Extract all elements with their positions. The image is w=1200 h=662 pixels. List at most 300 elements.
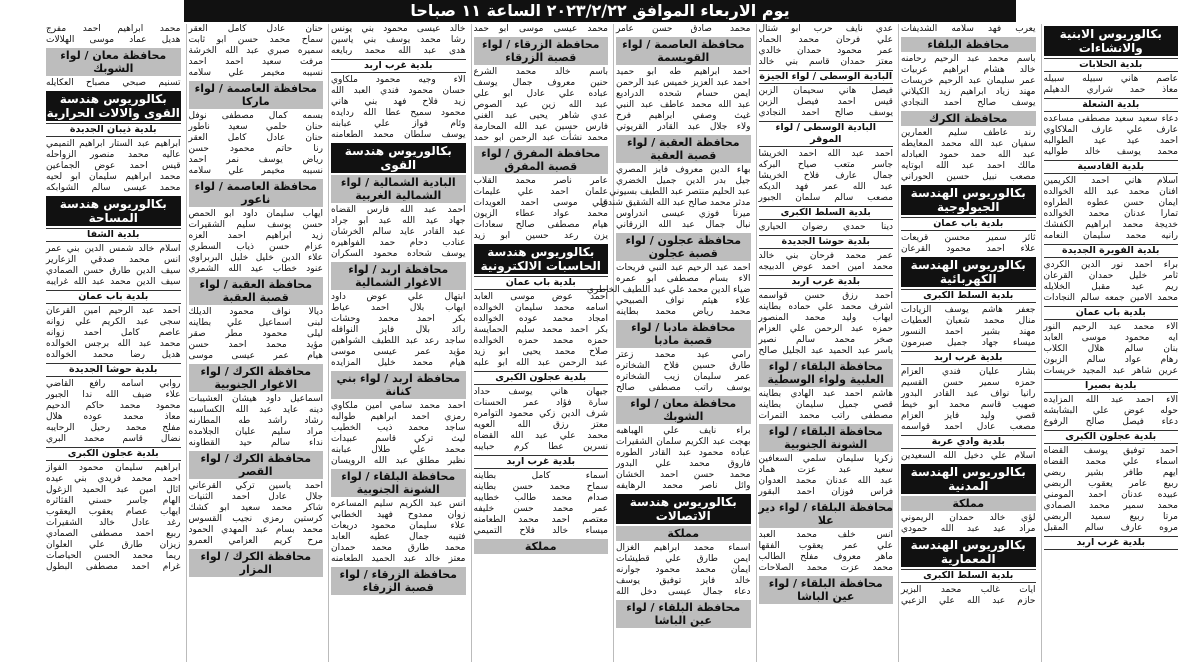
name-row: قصي وليد فايز العزام [901, 411, 1036, 421]
name-row: ثامر خليل حمدان القرعان [1043, 271, 1178, 281]
name-row: حمزه عبد الرحمن علي العزام [758, 324, 893, 334]
name-row: ماهر معروف مفلح الطالب [758, 552, 893, 562]
name-row: غيث وصفي ابراهيم فرح [616, 111, 751, 121]
name-row: هيام مصطفى صالح سعادات [473, 220, 608, 230]
name-row: سعيد عبد عزت هماد [758, 465, 893, 475]
name-row: مصعب عادل احمد قواسمه [901, 422, 1036, 432]
name-row: معتز خالد عبد الحميد الطعامنه [331, 554, 466, 564]
name-row: براء نايف علي الهباهبه [616, 426, 751, 436]
name-row: حنين معروف جمال يوسف [473, 78, 608, 88]
governorate-heading: محافظة البلقاء / لواء الشونة الجنوبية [759, 424, 894, 452]
name-row: حسن يوسف سليم الشقيرات [188, 220, 323, 230]
specialty-heading: بكالوريوس الابنية والانشاءات [1044, 26, 1179, 56]
name-row: عنود خطاب عيد الله الشمري [188, 264, 323, 274]
name-row: ربيع عامر يعقوب الربضي [1043, 479, 1178, 489]
name-row: عمر سليمان زيب الشخاتره [616, 372, 751, 382]
name-row: دينه عايد عبد الله الكساسبه [188, 405, 323, 415]
municipality-heading: بلدية باب عمان [901, 217, 1036, 231]
name-row: احمد عوض موسى العابد [473, 292, 608, 302]
name-row: رانيه محمد سليمان النعامه [1043, 231, 1178, 241]
specialty-heading: بكالوريوس هندسة الاتصالات [616, 494, 751, 524]
name-row: علاء سليمان محمود دريعات [331, 521, 466, 531]
name-row: هديل عماد موسى الهلالات [46, 35, 181, 45]
governorate-heading: محافظة البلقاء / لواء عين الباشا [616, 600, 751, 628]
name-row: ساجد محمد ذيب الخطيب [331, 423, 466, 433]
name-row: عبد الرحمن عبد الله ابو علبه [473, 358, 608, 368]
name-row: ايه محمود موسى العابد [1043, 333, 1178, 343]
name-row: عاصم هاني سبيله سبيله [1043, 74, 1178, 84]
municipality-heading: بلدية باب عمان [474, 276, 609, 290]
name-row: مؤيد عمر عيسى موسى [331, 347, 466, 357]
name-row: الاء بسام مصطفى ابو عمره [616, 274, 751, 284]
name-row: ايمن حسام شحده الدراديع [616, 89, 751, 99]
name-row: خالد هشام ابراهيم عربيات [901, 65, 1036, 75]
name-row: زوان ممدوح فهيد الخطابي [331, 510, 466, 520]
name-row: اسلام هاني احمد الكريمين [1043, 176, 1178, 186]
name-row: احمد عبد الرحيم عبد النبي فريحات [616, 263, 751, 273]
name-row: وائل ناصر محمد الرهايفه [616, 481, 751, 491]
name-row: رنا حاتم محمود حسن [188, 144, 323, 154]
name-row: حوله عوض علي البشابشه [1043, 406, 1178, 416]
name-row: احمد ابراهيم طه ابو حميد [616, 67, 751, 77]
name-row: عبد الله محمد عاطف عبد النبي [616, 100, 751, 110]
name-row: براء احمد نور الدين الكردي [1043, 260, 1178, 270]
governorate-heading: محافظة اربد / لواء الاغوار الشمالية [331, 262, 466, 290]
name-row: معتصم احمد محمد الطعامنه [473, 515, 608, 525]
name-row: عبد القادر عايد سالم الخرشان [331, 227, 466, 237]
specialty-heading: بكالوريوس هندسة القوى [331, 143, 466, 173]
name-row: اثال امين عبد الحميد الزغول [46, 485, 181, 495]
name-row: حنان عادل كامل العقر [188, 24, 323, 34]
name-row: رمزي احمد ابراهيم طوالبه [331, 412, 466, 422]
name-row: جهاد عيد الله عبد ابو جراد [331, 216, 466, 226]
name-row: خالد فايز توفيق يوسف [616, 576, 751, 586]
name-row: قيس احمد عوض الجماعين [46, 161, 181, 171]
name-row: احمد عبد الله احمد الخريشا [758, 149, 893, 159]
name-row: الاء احمد عبد الله المزايده [1043, 395, 1178, 405]
name-row: رشا محمد يوسف بني ياسين [331, 35, 466, 45]
name-row: صخر محمد سالم نصير [758, 335, 893, 345]
municipality-heading: بلدية ذيبان الجديدة [46, 123, 181, 137]
name-row: فراس فوزان احمد البقور [758, 487, 893, 497]
name-row: بهجت عبد الكريم سلمان الشقيرات [616, 437, 751, 447]
name-row: لؤي خالد حمدان الريموني [901, 513, 1036, 523]
name-row: اسلام علي دخيل الله السعيدين [901, 451, 1036, 461]
name-row: حنان حلمي سعيد ناطور [188, 122, 323, 132]
name-row: بسمه كمال مصطفى نوفل [188, 111, 323, 121]
governorate-heading: محافظة الكرك / لواء المزار [189, 549, 324, 577]
name-row: مصعب سالم سلمان الجبور [758, 193, 893, 203]
governorate-heading: محافظة معان / لواء الشوبك [616, 396, 751, 424]
governorate-heading: محافظة البلقاء / لواء دير علا [758, 501, 893, 527]
name-row: سيف الدين طارق حسن الصمادي [46, 266, 181, 276]
name-row: رهام عواد سالم الزبون [1043, 355, 1178, 365]
name-row: يوسف صالح احمد النجادي [758, 108, 893, 118]
name-row: عاليه محمد منصور الزواحله [46, 150, 181, 160]
name-row: ايمان حسن عطوه الطراوه [1043, 198, 1178, 208]
name-row: علي موسى احمد العويدات [473, 198, 608, 208]
name-row: كرستين رمزي نجيب القسوس [188, 514, 323, 524]
name-row: احمد رزق حسن قواسمه [758, 291, 893, 301]
name-row: الاء وجيه محمود ملكاوي [331, 75, 466, 85]
name-row: رغد عادل خالد الشقيرات [46, 518, 181, 528]
name-row: محمد رياض محمد بطاينه [616, 307, 751, 317]
name-row: ايهاب عصام يعقوب اليعقوب [46, 507, 181, 517]
municipality-heading: بلدية حوشا الجديدة [46, 363, 181, 377]
name-row: علاء احمد محمود القرعان [901, 244, 1036, 254]
name-row: خالد عيسى محمود بني يونس [331, 24, 466, 34]
name-row: شرف الدين زكي محمود التوامره [473, 409, 608, 419]
name-row: محمد حسن احمد الخشان [616, 470, 751, 480]
name-row: ميرنا فوزي عيسى اندراوس [616, 209, 751, 219]
municipality-heading: بلدية باب عمان [1044, 306, 1179, 320]
name-row: عبد الله زين عيد الصوص [473, 100, 608, 110]
name-row: عمر محمد حسن خليفه [473, 504, 608, 514]
specialty-heading: بكالوريوس الهندسة الكهربائية [901, 257, 1036, 287]
name-row: عزام حسن ذياب السطري [188, 242, 323, 252]
name-row: ايهم طافر بشير ربضي [1043, 468, 1178, 478]
name-row: علي فرحان محمد الحماد [758, 35, 893, 45]
name-row: سماح محمد حسن بطاينه [473, 482, 608, 492]
name-row: حمزه محمد حمزه الخوالده [473, 336, 608, 346]
name-row: اسماء محمد ابراهيم الغزال [616, 543, 751, 553]
name-row: حنان عادل كامل العقر [188, 133, 323, 143]
name-row: تمارا عدنان محمد الخوالده [1043, 209, 1178, 219]
name-row: انس خلف محمد العبد [758, 530, 893, 540]
name-row: زيد ابراهيم احمد العزه [188, 231, 323, 241]
name-row: محمد ابراهيم احمد مفرج [46, 24, 181, 34]
name-row: سارة فؤاد عمر الحسنات [473, 398, 608, 408]
name-row: مصطفى راتب محمد التمرات [758, 411, 893, 421]
municipality-heading: بلدية وادي عربة [901, 435, 1036, 449]
name-row: رائد بلال فايز النوافله [331, 325, 466, 335]
name-row: ليث تركي قاسم عبيدات [331, 434, 466, 444]
columns-grid [44, 24, 1180, 662]
name-row: ربيع احمد مصطفى الصمادي [46, 529, 181, 539]
municipality-heading: بلدية غرب اربد [901, 351, 1036, 365]
name-row: عبد الله حمد حمود العبادله [901, 150, 1036, 160]
municipality-heading: بلدية القادسية [1044, 160, 1179, 174]
name-row: مفلح محمد رحيل الرحايبه [46, 423, 181, 433]
municipality-heading: البادية الوسطى / لواء الجيزة [759, 71, 893, 82]
name-row: افنان محمد عبد الله الخوالده [1043, 187, 1178, 197]
name-row: قيس احمد فيصل الزبن [758, 97, 893, 107]
name-row: سجى عبد الكريم علي زوانه [46, 317, 181, 327]
name-row: باسم محمد عبد الرحيم رحامنه [901, 54, 1036, 64]
name-row: فاروق محمد علي البدور [616, 459, 751, 469]
name-row: معاذ حمد شراري الدهيلم [1043, 85, 1178, 95]
name-row: غرام احمد مصطفى البطول [46, 562, 181, 572]
name-row: مالك احمد عبد الله ابوتايه [901, 161, 1036, 171]
name-row: ابراهيم عبد الستار ابراهيم التميمي [46, 139, 181, 149]
name-row: جيل بدر الدين جميل الخضري [616, 176, 751, 186]
name-row: صهيب قاسم محمد ابو خيط [901, 400, 1036, 410]
name-row: اشرف محمد علي حماده بطاينه [758, 302, 893, 312]
municipality-heading: بلدية السلط الكبرى [759, 206, 894, 220]
name-row: جيهان هاني يوسف حداد [473, 387, 608, 397]
name-row: اسماء علي محمد القضاه [1043, 457, 1178, 467]
municipality-heading: بلدية غرب اربد [331, 59, 466, 73]
governorate-heading: محافظة الكرك / لواء الاغوار الجنوبية [189, 364, 324, 392]
name-row: قصي جميل سليمان بطاينه [758, 400, 893, 410]
name-row: احمد محمد سامي امين ملكاوي [331, 401, 466, 411]
municipality-heading: بلدية السلط الكبرى [901, 289, 1036, 303]
name-row: حازم عبد الله علي الزعبي [901, 596, 1036, 606]
name-row: احمد محمد فريدي بني عيده [46, 474, 181, 484]
name-row: بكر احمد محمد وحشات [331, 314, 466, 324]
name-row: علاء ضيف الله ندا الجبور [46, 390, 181, 400]
name-row: سيف الدين محمد عبد الله غرايبه [46, 277, 181, 287]
name-row: يوسف راتب مصطفى صالح [616, 383, 751, 393]
name-row: صلاح محمد يحيى ابو زيد [473, 347, 608, 357]
municipality-heading: بلدية غرب اربد [759, 275, 894, 289]
specialty-heading: بكالوريوس الهندسة الجيولوجية [901, 185, 1036, 215]
name-row: انس محمد صدقي الزعارير [46, 255, 181, 265]
name-row: زيزان طارق علي العلوان [46, 540, 181, 550]
name-row: محمد طارق محمد حمدان [331, 543, 466, 553]
name-row: علاء الدين خليل خليل البربراوي [188, 253, 323, 263]
name-row: محمد نشأت عبد الرحمن ابو حمد [473, 133, 608, 143]
name-row: عبد الحليم منتصر عبد اللطيف بسيوني [609, 187, 751, 197]
name-row: ريم عيد مقبل الخلايله [1043, 282, 1178, 292]
name-row: محمد سمير محمد الصمادي [1043, 501, 1178, 511]
name-row: ايهاب سليمان داود ابو الحمص [188, 209, 323, 219]
name-row: حمزه سمير حسن القسيم [901, 378, 1036, 388]
name-row: احمد ياسين تركي القرعاني [188, 481, 323, 491]
name-row: بهاء الدين معروف فايز المصري [616, 165, 751, 175]
name-row: محمود سميح عطا الله ردايده [331, 108, 466, 118]
name-row: احمد عبد العزيز خميس عبد الرحمن [616, 78, 751, 88]
name-row: يزن رعد حسين ابو زيد [473, 231, 608, 241]
name-row: هيام محمد خليل المزايده [331, 358, 466, 368]
name-row: معتز حمدان قاسم بني خالد [758, 57, 893, 67]
name-row: خديجة محمد ابراهيم الكفشك [1043, 220, 1178, 230]
name-row: ابراهيم سليمان محمود الفواز [46, 463, 181, 473]
date-banner: يوم الاربعاء الموافق ٢٠٢٣/٢/٢٢ الساعة ١١ صباحا [184, 0, 1016, 22]
name-row: دعاء جمال عيسى دخل الله [616, 587, 751, 597]
name-row: نسيبه مخيمر علي سلامه [188, 166, 323, 176]
governorate-heading: محافظة البلقاء / لواء الشونة الجنوبية [331, 469, 466, 497]
name-row: يعرب فهد سلامه الشديفات [901, 24, 1036, 34]
name-row: عدي شاهر يحيى عبد الغني [473, 111, 608, 121]
name-row: عاصم كامل احمد زوانه [46, 328, 181, 338]
name-row: يوسف صالح احمد النجادي [901, 98, 1036, 108]
name-row: محمد صادق حسن عامر [616, 24, 751, 34]
governorate-heading: محافظة البلقاء / لواء عين الباشا [759, 576, 894, 604]
column-5 [471, 24, 611, 662]
name-row: هديل رضا محمد الخوالده [46, 350, 181, 360]
name-row: رامي عيد محمد زعتر [616, 350, 751, 360]
name-row: ايات غالب محمد البزير [901, 585, 1036, 595]
name-row: ميساء خالد فلاح التميمي [473, 526, 608, 536]
name-row: مروه عارف سالم المقبل [1043, 523, 1178, 533]
name-row: نظير مطلق عبد الله الرويسان [331, 456, 466, 466]
name-row: عمر محمود حمدان خالدي [758, 46, 893, 56]
name-row: انس عبد الكريم سليم المساعره [331, 499, 466, 509]
name-row: روابي اسامه رافع القاضي [46, 379, 181, 389]
name-row: ولاء جلال عبد القادر القريوتي [616, 122, 751, 132]
name-row: منال محمد شعبان العطيات [901, 316, 1036, 326]
name-row: سفيان عبد الله محمد المعايطه [901, 139, 1036, 149]
name-row: زكريا سليمان سلمي السعافين [758, 454, 893, 464]
municipality-heading: بلدية غرب اربد [1044, 536, 1179, 550]
name-row: هيام عمر عيسى موسى [188, 351, 323, 361]
name-row: محمود محمد حاكم الدحيم [46, 401, 181, 411]
name-row: عباده علي عادل ابو علي [473, 89, 608, 99]
name-row: نضال قاسم محمد البري [46, 434, 181, 444]
name-row: رند عاطف سليم العمارين [901, 128, 1036, 138]
name-row: ايهاب بلال احمد عياط [331, 303, 466, 313]
municipality-heading: بلدية باب عمان [46, 290, 181, 304]
name-row: رانيا نواف عبد القادر البدور [901, 389, 1036, 399]
name-row: ساجد رعد عبد اللطيف الشواهين [331, 336, 466, 346]
governorate-heading: محافظة البلقاء / لواء العلبية ولواء الوسطية [759, 359, 894, 387]
name-row: عرين شاهر عبد المجيد خريسات [1043, 366, 1178, 376]
municipality-heading: بلدية الحلابات [1044, 58, 1179, 72]
name-row: سميره صبري عبد الله الخرشة [188, 46, 323, 56]
name-row: عبد الله عدنان محمد العدوان [758, 476, 893, 486]
name-row: احمد توفيق يوسف القضاه [1043, 446, 1178, 456]
name-row: مرفت سعيد احمد احمد [188, 57, 323, 67]
column-7 [186, 24, 326, 662]
municipality-heading: بلدية السلط الكبرى [901, 569, 1036, 583]
governorate-heading: محافظة معان / لواء الشوبك [46, 48, 181, 76]
governorate-heading: البادية الشمالية / لواء الشمالية الغربية [331, 175, 466, 203]
name-row: دعاء فيصل صالح الرفوع [1043, 417, 1178, 427]
name-row: ثائر سمير محسن قريعات [901, 233, 1036, 243]
name-row: عبد الله عمر فهد الديكه [758, 182, 893, 192]
name-row: معاذ محمد عوده هلال [46, 412, 181, 422]
governorate-heading: محافظة العقبة / لواء قصبة العقبة [616, 135, 751, 163]
name-row: ايمان محمد محمود جوارنه [616, 565, 751, 575]
governorate-heading: محافظة العاصمة / لواء القويسمة [616, 37, 751, 65]
column-2 [898, 24, 1038, 662]
name-row: نسرين عطا كرم حبايبه [473, 442, 608, 452]
name-row: محمد علي عبد الله القضاه [473, 431, 608, 441]
name-row: يوسف شحاده محمود السكران [331, 249, 466, 259]
governorate-heading: محافظة المفرق / لواء قصبة المفرق [474, 146, 609, 174]
name-row: عباده محمود عبد القادر الطوره [616, 448, 751, 458]
name-row: اسامه محمد سليمان الخوالده [473, 303, 608, 313]
governorate-heading: محافظة العقبة / لواء قصبة العقبة [189, 277, 324, 305]
governorate-heading: محافظة العاصمة / لواء ناعور [189, 179, 324, 207]
column-1 [1041, 24, 1181, 662]
name-row: محمد عبد الله برجس الخوالده [46, 339, 181, 349]
name-row: باسم خالد محمد الشرع [473, 67, 608, 77]
name-row: معتز رزق الله العويه [473, 420, 608, 430]
name-row: بكر احمد محمد سليم الحمايسة [473, 325, 608, 335]
name-row: عدي نايف حرب ابو شتال [758, 24, 893, 34]
governorate-heading: محافظة الكرك / لواء القصر [189, 451, 324, 479]
name-row: فتيبه جمال عطيه العابد [331, 532, 466, 542]
governorate-heading: محافظة الكرك [901, 111, 1036, 126]
name-row: محمد ابراهيم سليمان ابو لحيه [46, 172, 181, 182]
name-row: دعاء سعيد سعيد مصطفى مساعده [1043, 114, 1178, 124]
specialty-heading: بكالوريوس هندسة القوى والالات الحرارية [46, 92, 180, 120]
name-row: الاء محمد عبد الرحيم النور [1043, 322, 1178, 332]
name-row: ديالا نواف محمود الديلك [188, 307, 323, 317]
governorate-heading: مملكة [901, 496, 1036, 511]
governorate-heading: محافظة الزرقاء / لواء قصبة الزرقاء [474, 37, 609, 65]
name-row: نبال جمال عبد الله الزرقاني [616, 220, 751, 230]
name-row: محمد الامين جمعه سالم النجادات [1043, 293, 1178, 303]
name-row: احمد عبد الرحيم امين القرعان [46, 306, 181, 316]
name-row: حسان محمود فندي العبد الله [331, 86, 466, 96]
name-row: هدى عبد الله محمد ربايعه [331, 46, 466, 56]
municipality-heading: بلدية حوشا الجديدة [759, 235, 894, 249]
column-3 [756, 24, 896, 662]
name-row: الهام جاسر حسني القثاثره [46, 496, 181, 506]
governorate-heading: محافظة عجلون / لواء قصبة عجلون [616, 233, 751, 261]
name-row: بشار عليان فندي العزام [901, 367, 1036, 377]
name-row: اسماعيل داود هيشان العشيبات [188, 394, 323, 404]
name-row: مصعب نبيل حسين الحوراني [901, 172, 1036, 182]
municipality-heading: البادية الوسطى / لواء الموقر [759, 121, 894, 147]
name-row: مؤيد محمد احمد حسن [188, 340, 323, 350]
governorate-heading: محافظة البلقاء [901, 37, 1036, 52]
name-row: رياض يوسف نمر احمد [188, 155, 323, 165]
specialty-heading: بكالوريوس هندسة الحاسبات الالكترونية [474, 244, 609, 274]
name-row: ايمن طارق علي قطيشات [616, 554, 751, 564]
column-6 [328, 24, 468, 662]
name-row: عنادب دحام حمد الفواهيره [331, 238, 466, 248]
name-row: طارق حسين فلاح الشخاتره [616, 361, 751, 371]
name-row: مرح كريم العزامي العمرو [188, 536, 323, 546]
name-row: عمر محمد فرحان بني خالد [758, 251, 893, 261]
name-row: جلال عادل احمد الثنيات [188, 492, 323, 502]
governorate-heading: محافظة العاصمة / لواء ماركا [189, 81, 324, 109]
name-row: اسلام خالد شمس الدين بني عمر [46, 244, 181, 254]
column-8 [44, 24, 183, 662]
name-row: صدام محمد طالب خطايبه [473, 493, 608, 503]
governorate-heading: محافظة اربد / لواء بني كنانة [331, 371, 466, 399]
municipality-heading: بلدية عجلون الكبرى [1044, 430, 1179, 444]
name-row: هاشم احمد عبد الهادي بطاينه [758, 389, 893, 399]
municipality-heading: بلدية عجلون الكبرى [46, 447, 181, 461]
name-row: مدثر محمد صالح عبد الله الشقيق شندق [600, 198, 751, 208]
name-row: امجاد محمد عوده الخوالده [473, 314, 608, 324]
name-row: تسنيم صبحي مصباح العكايله [46, 78, 181, 88]
name-row: شاكر محمد سعيد ابو كشك [188, 503, 323, 513]
name-row: نداء سالم حيد القطاونه [188, 438, 323, 448]
name-row: مراد عيد عبد الله حمودي [901, 524, 1036, 534]
name-row: عبيده عدنان احمد المومني [1043, 490, 1178, 500]
specialty-heading: بكالوريوس الهندسة المعمارية [901, 537, 1036, 567]
name-row: ميساء جهاد جميل صبرمون [901, 338, 1036, 348]
name-row: عارف علي عارف الملاكاوي [1043, 125, 1178, 135]
governorate-heading: مملكة [616, 526, 751, 541]
name-row: محمد يوسف خالد طواليه [1043, 147, 1178, 157]
name-row: دينا حمدي رضوان الحياري [758, 222, 893, 232]
name-row: سماح محمد حسن ابو ثابت [188, 35, 323, 45]
name-row: وئام فواز علي عبابنه [331, 119, 466, 129]
name-row: محمد عيسى موسى ابو حمد [473, 24, 608, 34]
governorate-heading: محافظة الزرقاء / لواء قصبة الزرقاء [331, 567, 466, 595]
name-row: نسيبه مخيمر علي سلامه [188, 68, 323, 78]
name-row: ضياء الدين محمد علي عبد اللطيف الخاطري [586, 285, 751, 295]
name-row: محمد امين احمد عوض الدبيجه [758, 262, 893, 272]
name-row: فارس حسين عبد الله المحارمة [473, 122, 608, 132]
name-row: محمد عزت محمد الصلاحات [758, 563, 893, 573]
name-row: فيصل هاني سحيمان الزبن [758, 86, 893, 96]
name-row: جمال عارف فلاح الخريشا [758, 171, 893, 181]
name-row: علمان احمد علي عليمات [473, 187, 608, 197]
name-row: مرتا ربيع سميد الربضي [1043, 512, 1178, 522]
municipality-heading: بلدية الفويرة الجديدة [1044, 244, 1179, 258]
name-row: يوسف سلطان محمد الطعامنه [331, 130, 466, 140]
specialty-heading: بكالوريوس هندسة المساحة [46, 196, 181, 226]
name-row: مهند زياد ابراهيم زيد الكيلاني [901, 87, 1036, 97]
